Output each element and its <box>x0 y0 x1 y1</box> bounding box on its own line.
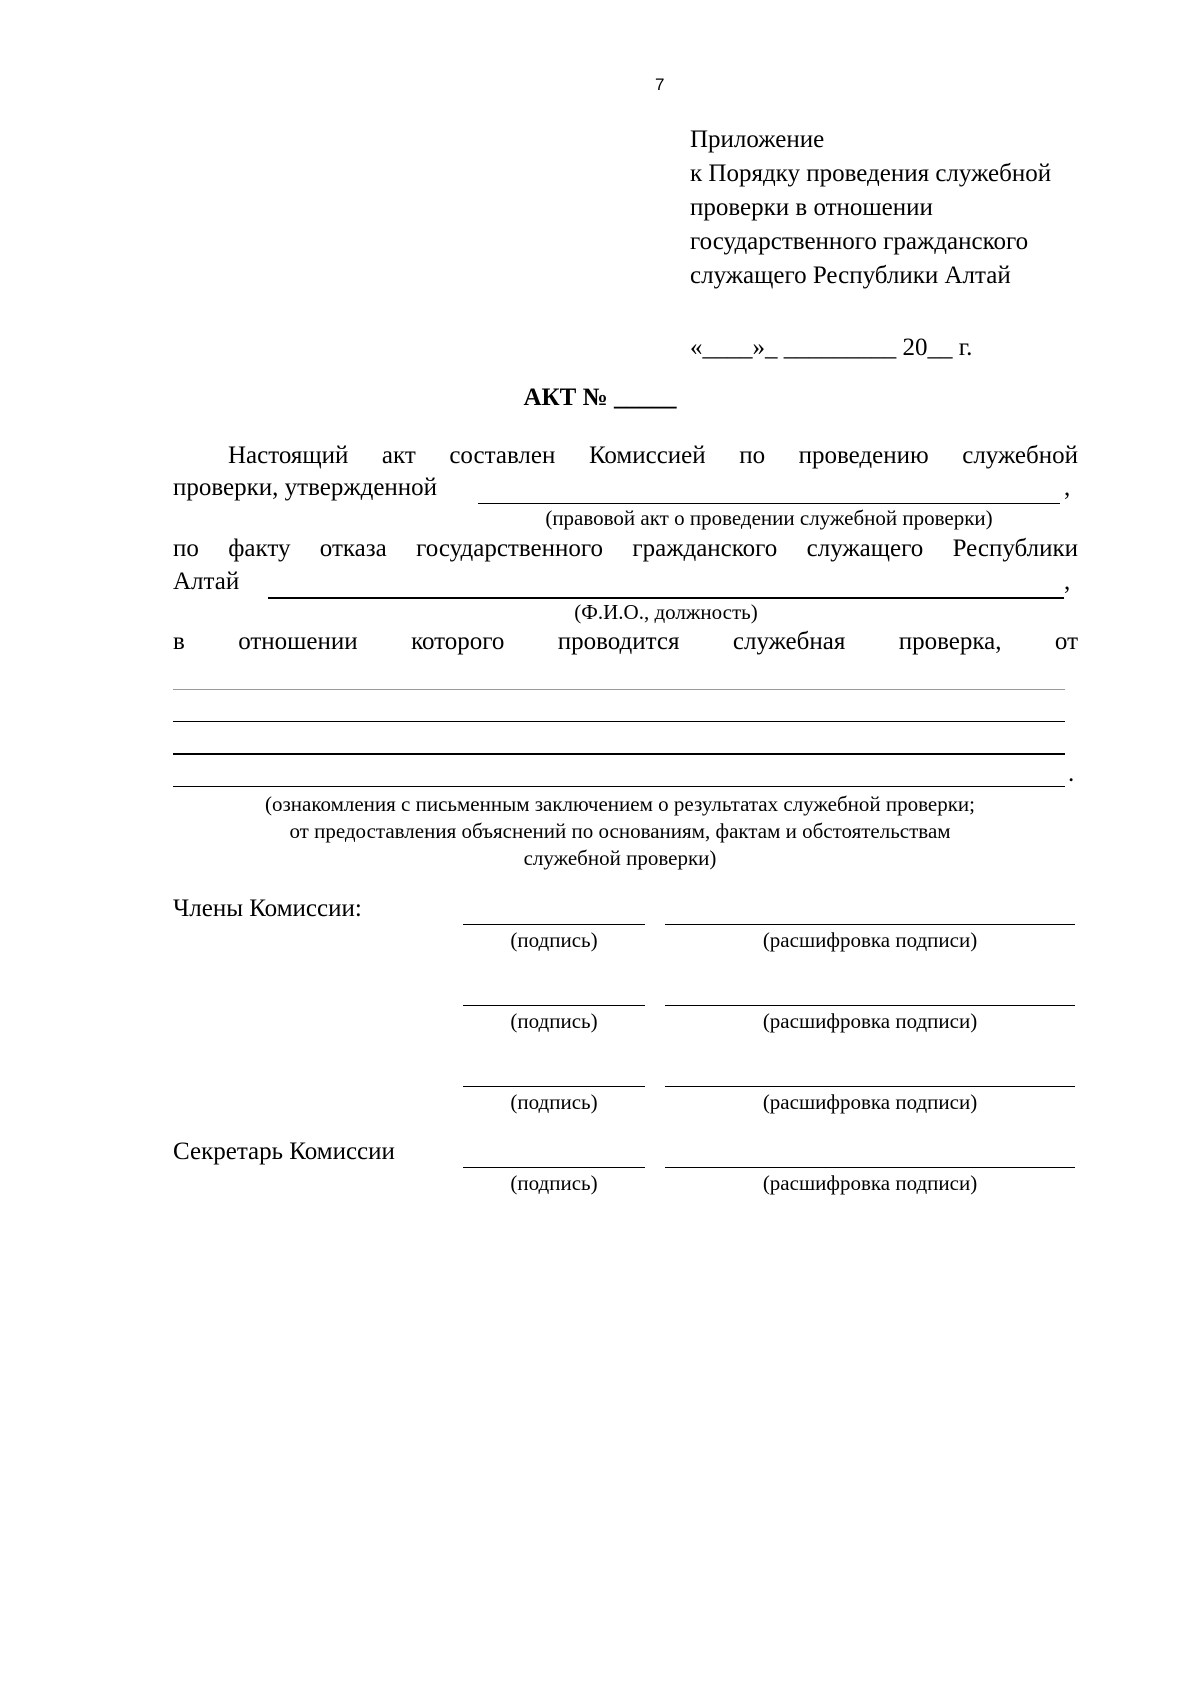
paragraph-line-3: по факту отказа государственного гражданского служащего Республики <box>173 535 1078 562</box>
appendix-line: государственного гражданского <box>690 228 1029 255</box>
members-label: Члены Комиссии: <box>173 895 362 922</box>
comma: , <box>1064 474 1071 501</box>
refusal-caption-line-2: от предоставления объяснений по основаниям, фактам и обстоятельствам <box>289 819 951 843</box>
paragraph-line-2-prefix: проверки, утвержденной <box>173 474 438 501</box>
signature-caption: (подпись) <box>510 1171 598 1195</box>
comma: , <box>1064 568 1071 595</box>
document-title: АКТ № _____ <box>523 384 677 411</box>
appendix-line: Приложение <box>690 126 825 153</box>
signature-decoding-blank[interactable] <box>665 1167 1075 1168</box>
decoding-caption: (расшифровка подписи) <box>762 928 978 952</box>
refusal-blank-line[interactable] <box>173 721 1065 722</box>
signature-blank[interactable] <box>463 1005 645 1006</box>
fio-blank[interactable] <box>268 597 1064 599</box>
refusal-blank-line[interactable] <box>173 689 1065 690</box>
refusal-blank-line[interactable] <box>173 753 1065 755</box>
fio-caption: (Ф.И.О., должность) <box>574 600 758 624</box>
secretary-label: Секретарь Комиссии <box>173 1138 395 1165</box>
refusal-caption-line-3: служебной проверки) <box>523 846 717 870</box>
decoding-caption: (расшифровка подписи) <box>762 1090 978 1114</box>
refusal-blank-line[interactable] <box>173 786 1065 787</box>
decoding-caption: (расшифровка подписи) <box>762 1171 978 1195</box>
appendix-header <box>690 123 1051 293</box>
signature-decoding-blank[interactable] <box>665 1005 1075 1006</box>
signature-decoding-blank[interactable] <box>665 1086 1075 1087</box>
appendix-line: к Порядку проведения служебной <box>690 160 1052 187</box>
paragraph-line-5: в отношении которого проводится служебная проверка, от <box>173 628 1078 655</box>
legal-act-blank[interactable] <box>478 503 1060 504</box>
signature-blank[interactable] <box>463 924 645 925</box>
signature-blank[interactable] <box>463 1086 645 1087</box>
paragraph-line-1: Настоящий акт составлен Комиссией по проведению служебной <box>228 442 1078 469</box>
signature-caption: (подпись) <box>510 928 598 952</box>
page-number: 7 <box>655 75 665 94</box>
period: . <box>1068 760 1075 787</box>
signature-decoding-blank[interactable] <box>665 924 1075 925</box>
appendix-line: служащего Республики Алтай <box>690 262 1011 289</box>
appendix-line: проверки в отношении <box>690 194 933 221</box>
date-line: «____»_ _________ 20__ г. <box>690 334 973 361</box>
signature-caption: (подпись) <box>510 1090 598 1114</box>
legal-act-caption: (правовой акт о проведении служебной проверки) <box>545 506 993 530</box>
signature-blank[interactable] <box>463 1167 645 1168</box>
paragraph-line-4-prefix: Алтай <box>173 568 240 595</box>
signature-caption: (подпись) <box>510 1009 598 1033</box>
refusal-caption-line-1: (ознакомления с письменным заключением о результатах служебной проверки; <box>265 792 975 816</box>
decoding-caption: (расшифровка подписи) <box>762 1009 978 1033</box>
